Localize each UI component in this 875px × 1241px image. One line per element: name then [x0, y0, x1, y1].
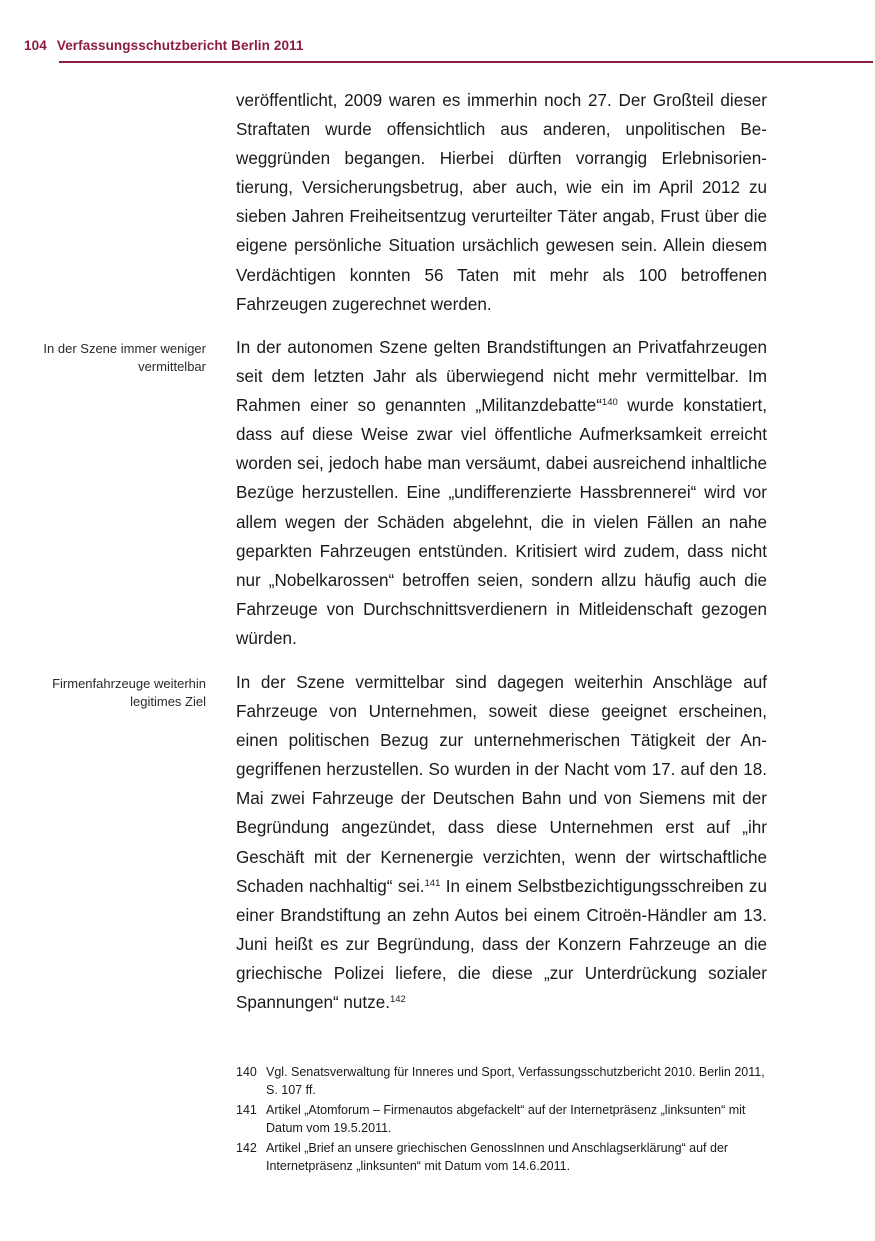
footnote-141 — [236, 1101, 776, 1137]
footnote-text: Artikel „Brief an unsere griechischen GenossInnen und Anschlagserklärung“ auf der Internetpräsenz „linksunten“ mit Datum vom 14.6.2011. — [266, 1141, 729, 1173]
footnote-number: 141 — [236, 1103, 257, 1117]
footnote-142 — [236, 1139, 776, 1175]
paragraph-3-text-a: In der Szene vermittelbar sind dagegen weiterhin Anschläge auf Fahrzeuge von Unternehmen, soweit diese geeignet erscheinen, einen politischen Bezug zur unternehmerischen Tätigkeit der Angegriffenen herzustellen. So wurden in der Nacht vom 17. auf den 18. Mai zwei Fahrzeuge der Deutschen Bahn und von Siemens mit der Begründung angezündet, dass diese Unternehmen erst auf „ihr Geschäft mit der Kernenergie verzichten, wenn der wirtschaftliche Schaden nachhaltig“ sei. — [236, 673, 767, 896]
footnote-text: Artikel „Atomforum – Firmenautos abgefackelt“ auf der Internetpräsenz „linksunten“ mit Datum vom 19.5.2011. — [266, 1103, 746, 1135]
paragraph-3 — [236, 668, 767, 1017]
footnote-140 — [236, 1063, 776, 1099]
footnote-number: 142 — [236, 1141, 257, 1155]
header-title: Verfassungsschutzbericht Berlin 2011 — [56, 38, 304, 53]
header-rule — [59, 61, 873, 63]
footnotes — [236, 1063, 776, 1177]
footnote-text: Vgl. Senatsverwaltung für Inneres und Sport, Verfassungsschutzbericht 2010. Berlin 2011, S. 107 ff. — [266, 1065, 765, 1097]
page-number: 104 — [24, 38, 47, 53]
margin-note-szene: In der Szene immer weniger vermittelbar — [43, 341, 206, 374]
running-header — [24, 38, 873, 66]
footnote-ref-141: 141 — [424, 877, 441, 889]
paragraph-1: veröffentlicht, 2009 waren es immerhin noch 27. Der Großteil dieser Straftaten wurde offensichtlich aus anderen, unpolitischen Beweggründen begangen. Hierbei dürften vorrangig Erlebnisorientierung, Versicherungsbetrug, aber auch, wie ein im April 2012 zu sieben Jahren Freiheitsentzug verurteilter Täter angab, Frust über die eigene persönliche Situation ursächlich gewesen sein. Allein diesem Verdächtigen konnten 56 Taten mit mehr als 100 betroffenen Fahrzeugen zugerechnet werden. — [236, 91, 767, 314]
footnote-ref-140: 140 — [601, 397, 618, 409]
paragraph-2-text-a: In der autonomen Szene gelten Brandstiftungen an Privatfahrzeugen seit dem letzten Jahr als überwiegend nicht mehr vermittelbar. Im Rahmen einer so genannten „Militanzdebatte“ — [236, 338, 767, 416]
header-text — [24, 38, 304, 53]
paragraph-2-text-b: wurde konstatiert, dass auf diese Weise zwar viel öffentliche Aufmerksamkeit erreicht worden sei, jedoch habe man versäumt, dabei ausreichend inhaltliche Bezüge herzustellen. Eine „undifferenzierte Hassbrennerei“ wird vor allem wegen der Schäden abgelehnt, die in vielen Fällen an nahe geparkten Fahrzeugen entstünden. Kritisiert wird zudem, dass nicht nur „Nobelkarossen“ betroffen seien, sondern allzu häufig auch die Fahrzeuge von Durchschnittsverdienern in Mitleidenschaft gezogen würden. — [236, 396, 767, 648]
margin-note-firmenfahrzeuge: Firmenfahrzeuge weiterhin legitimes Ziel — [52, 676, 206, 709]
footnote-number: 140 — [236, 1065, 257, 1079]
footnote-ref-142: 142 — [389, 994, 406, 1006]
paragraph-2 — [236, 333, 767, 653]
paragraph-3-text-b: In einem Selbstbezichtigungsschreiben zu einer Brandstiftung an zehn Autos bei einem Citroën-Händler am 13. Juni heißt es zur Begründung, dass der Konzern Fahrzeuge an die griechische Polizei liefere, die diese „zur Unterdrückung sozialer Spannungen“ nutze. — [236, 876, 767, 1013]
